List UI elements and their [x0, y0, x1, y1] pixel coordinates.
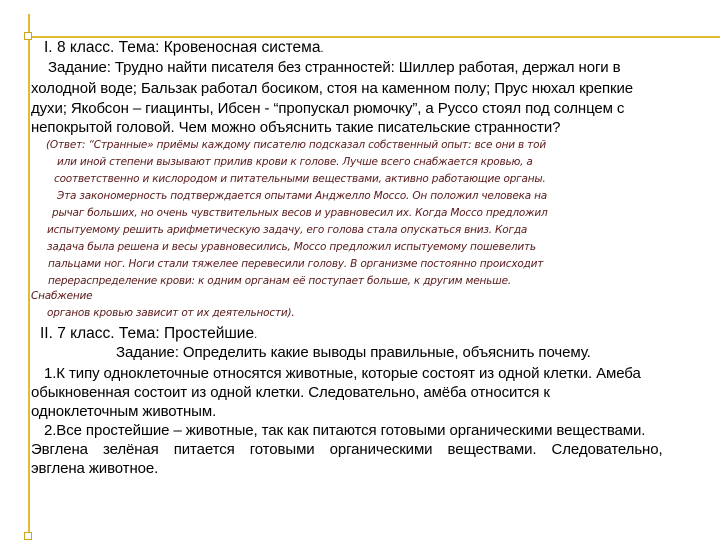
section1-title-dot: .	[320, 43, 324, 55]
answer-line: органов кровью зависит от их деятельности).	[47, 307, 295, 319]
section2-line: 1.К типу одноклеточные относятся животные, которые состоят из одной клетки. Амеба	[44, 365, 641, 382]
section1-task-line: холодной воде; Бальзак работал босиком, стоя на каменном полу; Прус нюхал крепкие	[31, 80, 634, 97]
section2-title	[40, 326, 257, 342]
section1-task-line: духи; Якобсон – гиацинты, Ибсен - “пропускал рюмочку”, а Руссо стоял под солнцем с	[31, 100, 625, 117]
answer-line: пальцами ног. Ноги стали тяжелее перевесили голову. В организме постоянно происходит	[48, 258, 544, 270]
vertical-accent-line	[28, 14, 30, 540]
section2-title-text: 7 класс. Тема:	[57, 325, 160, 342]
section2-line: одноклеточным животным.	[31, 403, 217, 420]
section2-title-dot: .	[254, 329, 258, 341]
answer-line: Эта закономерность подтверждается опытами Анджелло Моссо. Он положил человека на	[57, 190, 548, 202]
answer-line: перераспределение крови: к одним органам её поступает больше, к другим меньше.	[48, 275, 511, 287]
horizontal-accent-line	[28, 36, 720, 38]
section2-line: эвглена животное.	[31, 460, 159, 477]
section1-roman: I.	[44, 39, 53, 56]
answer-line: рычаг больших, но очень чувствительных весов и уравновесил их. Когда Моссо предложил	[52, 207, 548, 219]
section1-title-text: 8 класс. Тема: Кровеносная система	[56, 39, 321, 56]
section2-title-topic: Простейшие	[164, 325, 255, 342]
section1-task-line: Задание: Трудно найти писателя без странностей: Шиллер работая, держал ноги в	[48, 59, 621, 76]
section2-task: Задание: Определить какие выводы правильные, объяснить почему.	[116, 344, 591, 361]
section2-line: Эвглена зелёная питается готовыми органическими веществами. Следовательно,	[31, 441, 663, 458]
section1-title	[44, 40, 324, 56]
answer-line: задача была решена и весы уравновесились, Моссо предложил испытуемому пошевелить	[47, 241, 536, 253]
section2-line: 2.Все простейшие – животные, так как питаются готовыми органическими веществами.	[44, 422, 646, 439]
section1-task-line: непокрытой головой. Чем можно объяснить такие писательские странности?	[31, 119, 561, 136]
bottom-square-ornament	[24, 532, 32, 540]
answer-line: (Ответ: “Странные» приёмы каждому писателю подсказал собственный опыт: все они в той	[46, 139, 546, 151]
section2-roman: II.	[40, 325, 53, 342]
answer-line: или иной степени вызывают прилив крови к голове. Лучше всего снабжается кровью, а	[57, 156, 533, 168]
answer-line: испытуемому решить арифметическую задачу, его голова стала опускаться вниз. Когда	[47, 224, 528, 236]
section2-line: обыкновенная состоит из одной клетки. Следовательно, амёба относится к	[31, 384, 550, 401]
answer-line: соответственно и кислородом и питательными веществами, активно работающие органы.	[54, 173, 546, 185]
answer-line: Снабжение	[31, 290, 93, 302]
corner-square-ornament	[24, 32, 32, 40]
